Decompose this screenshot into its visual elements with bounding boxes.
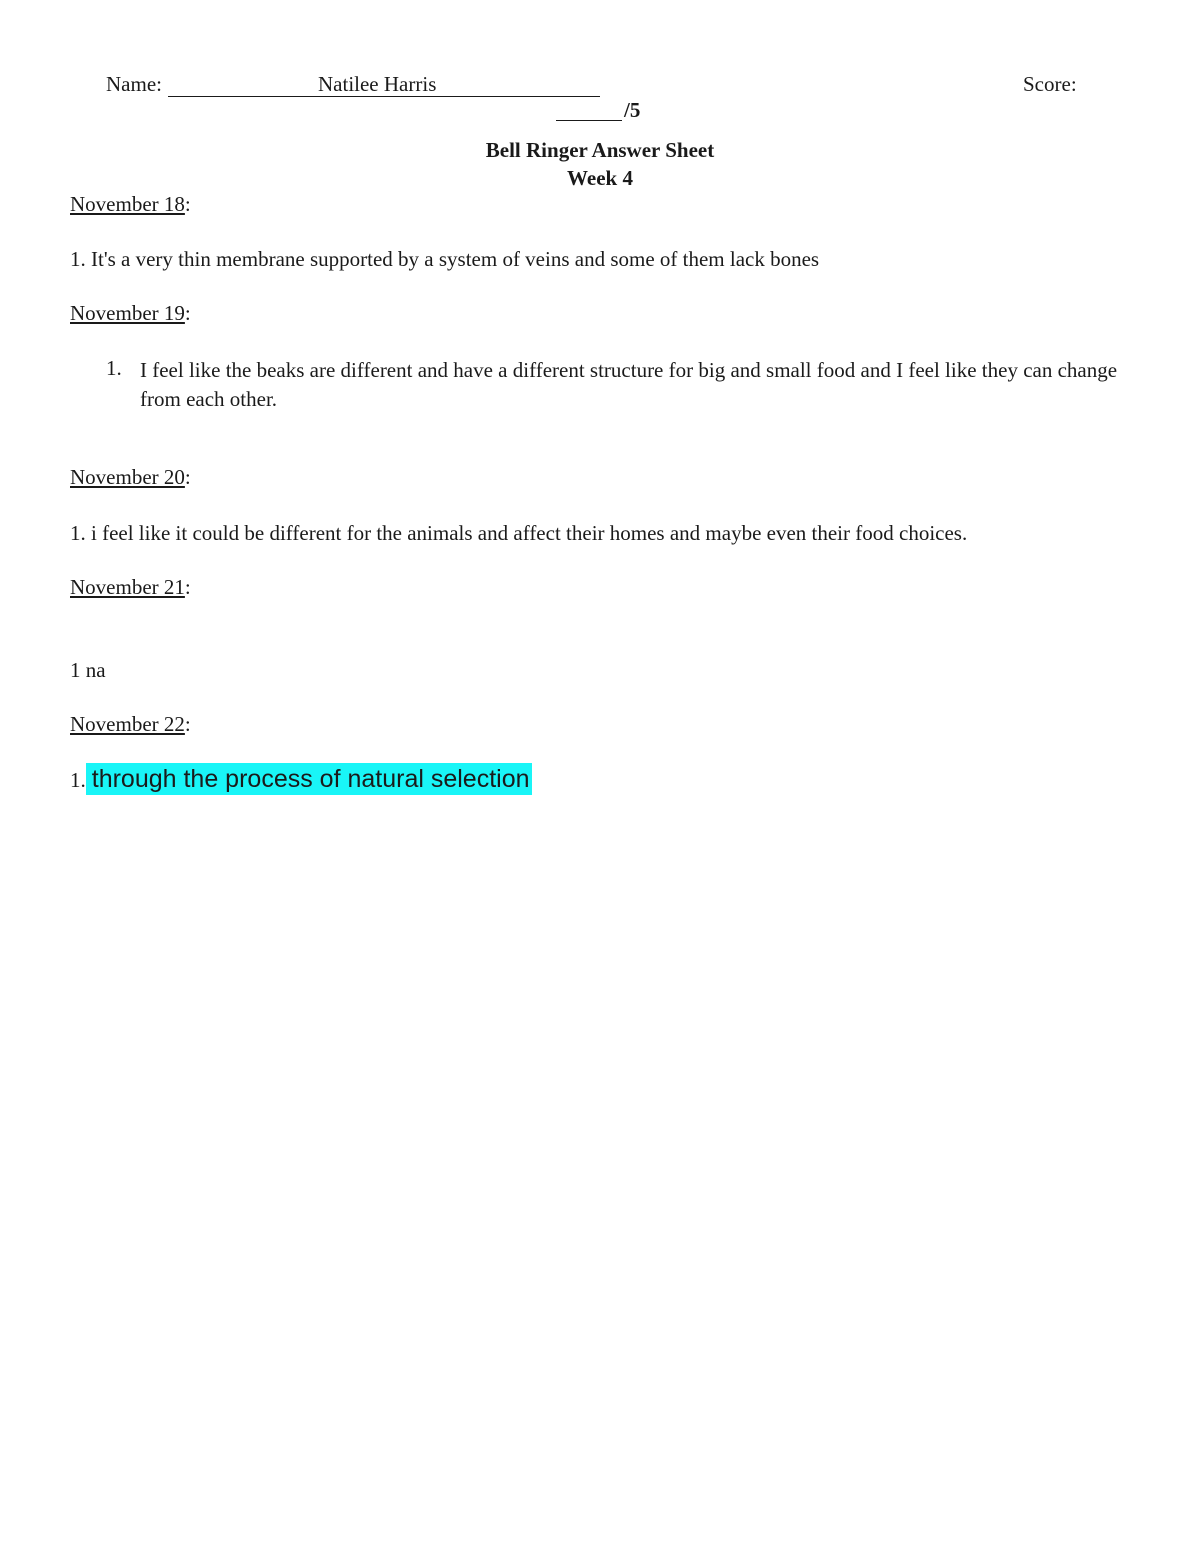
answer-nov-20: 1. i feel like it could be different for the animals and affect their homes and maybe even their food choices. <box>70 521 968 545</box>
answer-number-nov-19: 1. <box>106 356 122 380</box>
week-label: Week 4 <box>567 166 633 190</box>
name-label: Name: <box>106 72 162 96</box>
score-field <box>556 98 622 121</box>
answer-nov-18: 1. It's a very thin membrane supported by a system of veins and some of them lack bones <box>70 247 820 271</box>
answer-number-nov-22: 1. <box>70 768 86 792</box>
score-label: Score: <box>1023 72 1077 96</box>
sheet-title: Bell Ringer Answer Sheet <box>485 138 715 162</box>
highlighted-answer-text: through the process of natural selection <box>86 763 532 795</box>
date-heading-nov-22: November 22: <box>70 712 191 736</box>
student-name: Natilee Harris <box>318 72 437 96</box>
date-heading-nov-19: November 19: <box>70 301 191 325</box>
date-heading-nov-18: November 18: <box>70 192 191 216</box>
answer-nov-21: 1 na <box>70 658 106 682</box>
score-max: /5 <box>624 98 641 122</box>
name-field <box>168 72 600 97</box>
answer-nov-19: I feel like the beaks are different and have a different structure for big and small food and I feel like they can change from each other. <box>140 358 1118 411</box>
date-heading-nov-21: November 21: <box>70 575 191 599</box>
answer-nov-22 <box>70 765 532 794</box>
date-heading-nov-20: November 20: <box>70 465 191 489</box>
